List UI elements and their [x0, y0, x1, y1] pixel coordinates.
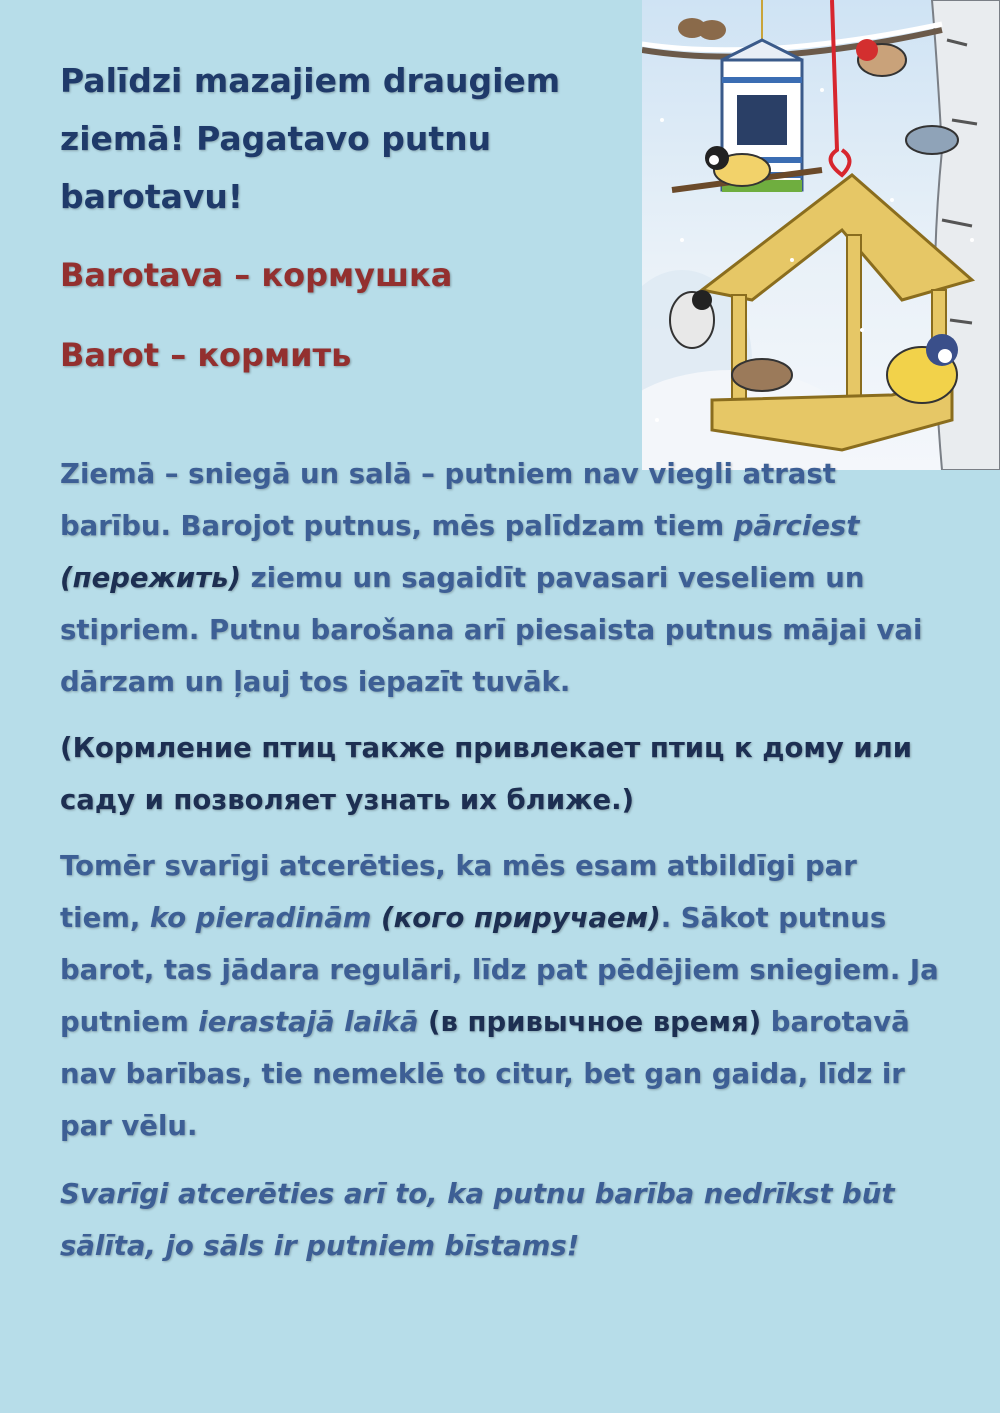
bird-feeder-winter-illustration [642, 0, 1000, 470]
paragraph1-translation: (пережить) [60, 562, 242, 594]
bird-feeder-illustration [642, 0, 1000, 470]
paragraph3-italic-1: ko pieradinām [149, 902, 372, 934]
paragraph-responsibility [60, 840, 940, 1152]
paragraph3-text-1: Tomēr svarīgi atcerēties, ka mēs esam atbildīgi par tiem, [60, 850, 857, 934]
paragraph3-text-3: barotavā nav barības, tie nemeklē to citur, bet gan gaida, līdz ir par vēlu. [60, 1006, 910, 1142]
vocab-barot: Barot – кормить [60, 336, 352, 374]
paragraph-winter-feeding [60, 448, 940, 708]
paragraph3-translation-1: (кого приручаем) [371, 902, 661, 934]
paragraph3-italic-2: ierastajā laikā [198, 1006, 419, 1038]
paragraph-salt-warning: Svarīgi atcerēties arī to, ka putnu barība nedrīkst būt sālīta, jo sāls ir putniem bīstams! [60, 1178, 895, 1262]
page-title: Palīdzi mazajiem draugiem ziemā! Pagatavo putnu barotavu! [60, 61, 561, 216]
paragraph-russian-translation: (Кормление птиц также привлекает птиц к дому или саду и позволяет узнать их ближе.) [60, 732, 913, 816]
paragraph1-italic-word: pārciest [733, 510, 860, 542]
vocab-barotava: Barotava – кормушка [60, 256, 453, 294]
paragraph3-text-2: . Sākot putnus barot, tas jādara regulāri, līdz pat pēdējiem sniegiem. Ja putniem [60, 902, 939, 1038]
paragraph1-text-1: Ziemā – sniegā un salā – putniem nav viegli atrast barību. Barojot putnus, mēs palīdzam tiem [60, 458, 836, 542]
paragraph1-text-2: ziemu un sagaidīt pavasari veseliem un stipriem. Putnu barošana arī piesaista putnus mājai vai dārzam un ļauj tos iepazīt tuvāk. [60, 562, 923, 698]
paragraph3-translation-2: (в привычное время) [418, 1006, 762, 1038]
